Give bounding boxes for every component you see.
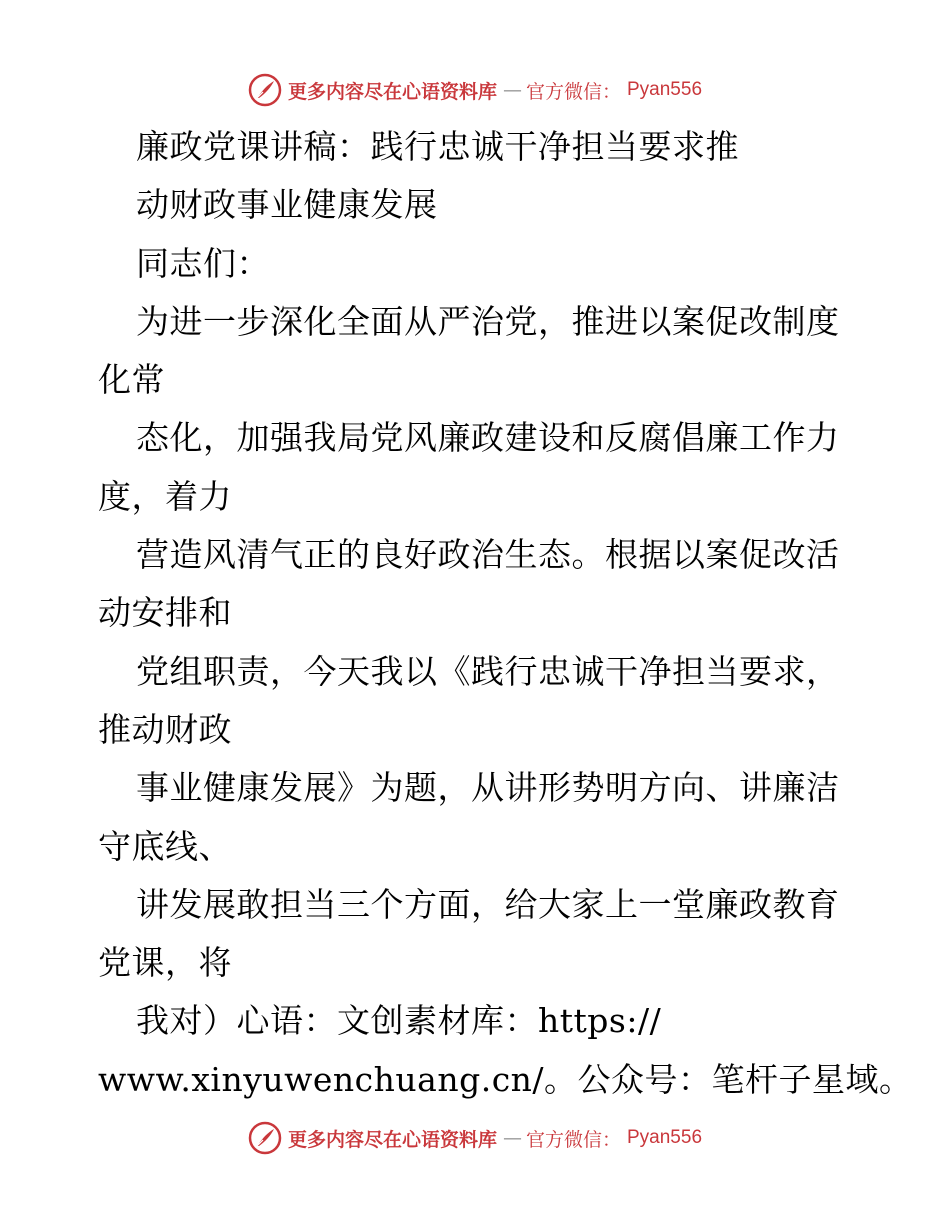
text-line: 党组职责，今天我以《践行忠诚干净担当要求， [136, 651, 840, 691]
text-line: 我对）心语：文创素材库：https:// [136, 1001, 662, 1041]
text-line: 态化，加强我局党风廉政建设和反腐倡廉工作力 [136, 418, 840, 458]
banner-slogan: 更多内容尽在心语资料库 [287, 80, 497, 103]
text-line: 讲发展敢担当三个方面，给大家上一堂廉政教育 [136, 884, 840, 924]
banner-wechat-label: 官方微信： [525, 1128, 621, 1151]
text-line: 为进一步深化全面从严治党，推进以案促改制度 [136, 301, 840, 341]
text-line: 推动财政 [98, 709, 232, 749]
banner-dash: — [502, 79, 520, 101]
document-body [98, 118, 913, 1109]
text-line: 动安排和 [98, 593, 232, 633]
header-banner [0, 72, 950, 108]
banner-wechat-label: 官方微信： [525, 80, 621, 103]
banner-dash: — [502, 1127, 520, 1149]
text-line: www.xinyuwenchuang.cn/。公众号：笔杆子星域。 [98, 1059, 913, 1099]
text-line: 动财政事业健康发展 [136, 185, 438, 225]
feather-pen-icon [248, 1121, 282, 1155]
text-line: 度，着力 [98, 476, 232, 516]
banner-wechat-handle: Pyan556 [627, 79, 703, 100]
feather-pen-icon [248, 73, 282, 107]
text-line: 营造风清气正的良好政治生态。根据以案促改活 [136, 535, 840, 575]
text-line: 化常 [98, 360, 165, 400]
footer-banner [0, 1120, 950, 1156]
text-line: 同志们： [136, 243, 270, 283]
text-line: 事业健康发展》为题，从讲形势明方向、讲廉洁 [136, 768, 840, 808]
text-line: 廉政党课讲稿：践行忠诚干净担当要求推 [136, 127, 739, 166]
banner-wechat-handle: Pyan556 [627, 1127, 703, 1148]
text-line: 守底线、 [98, 826, 232, 866]
text-line: 党课，将 [98, 943, 232, 983]
banner-slogan: 更多内容尽在心语资料库 [287, 1128, 497, 1151]
